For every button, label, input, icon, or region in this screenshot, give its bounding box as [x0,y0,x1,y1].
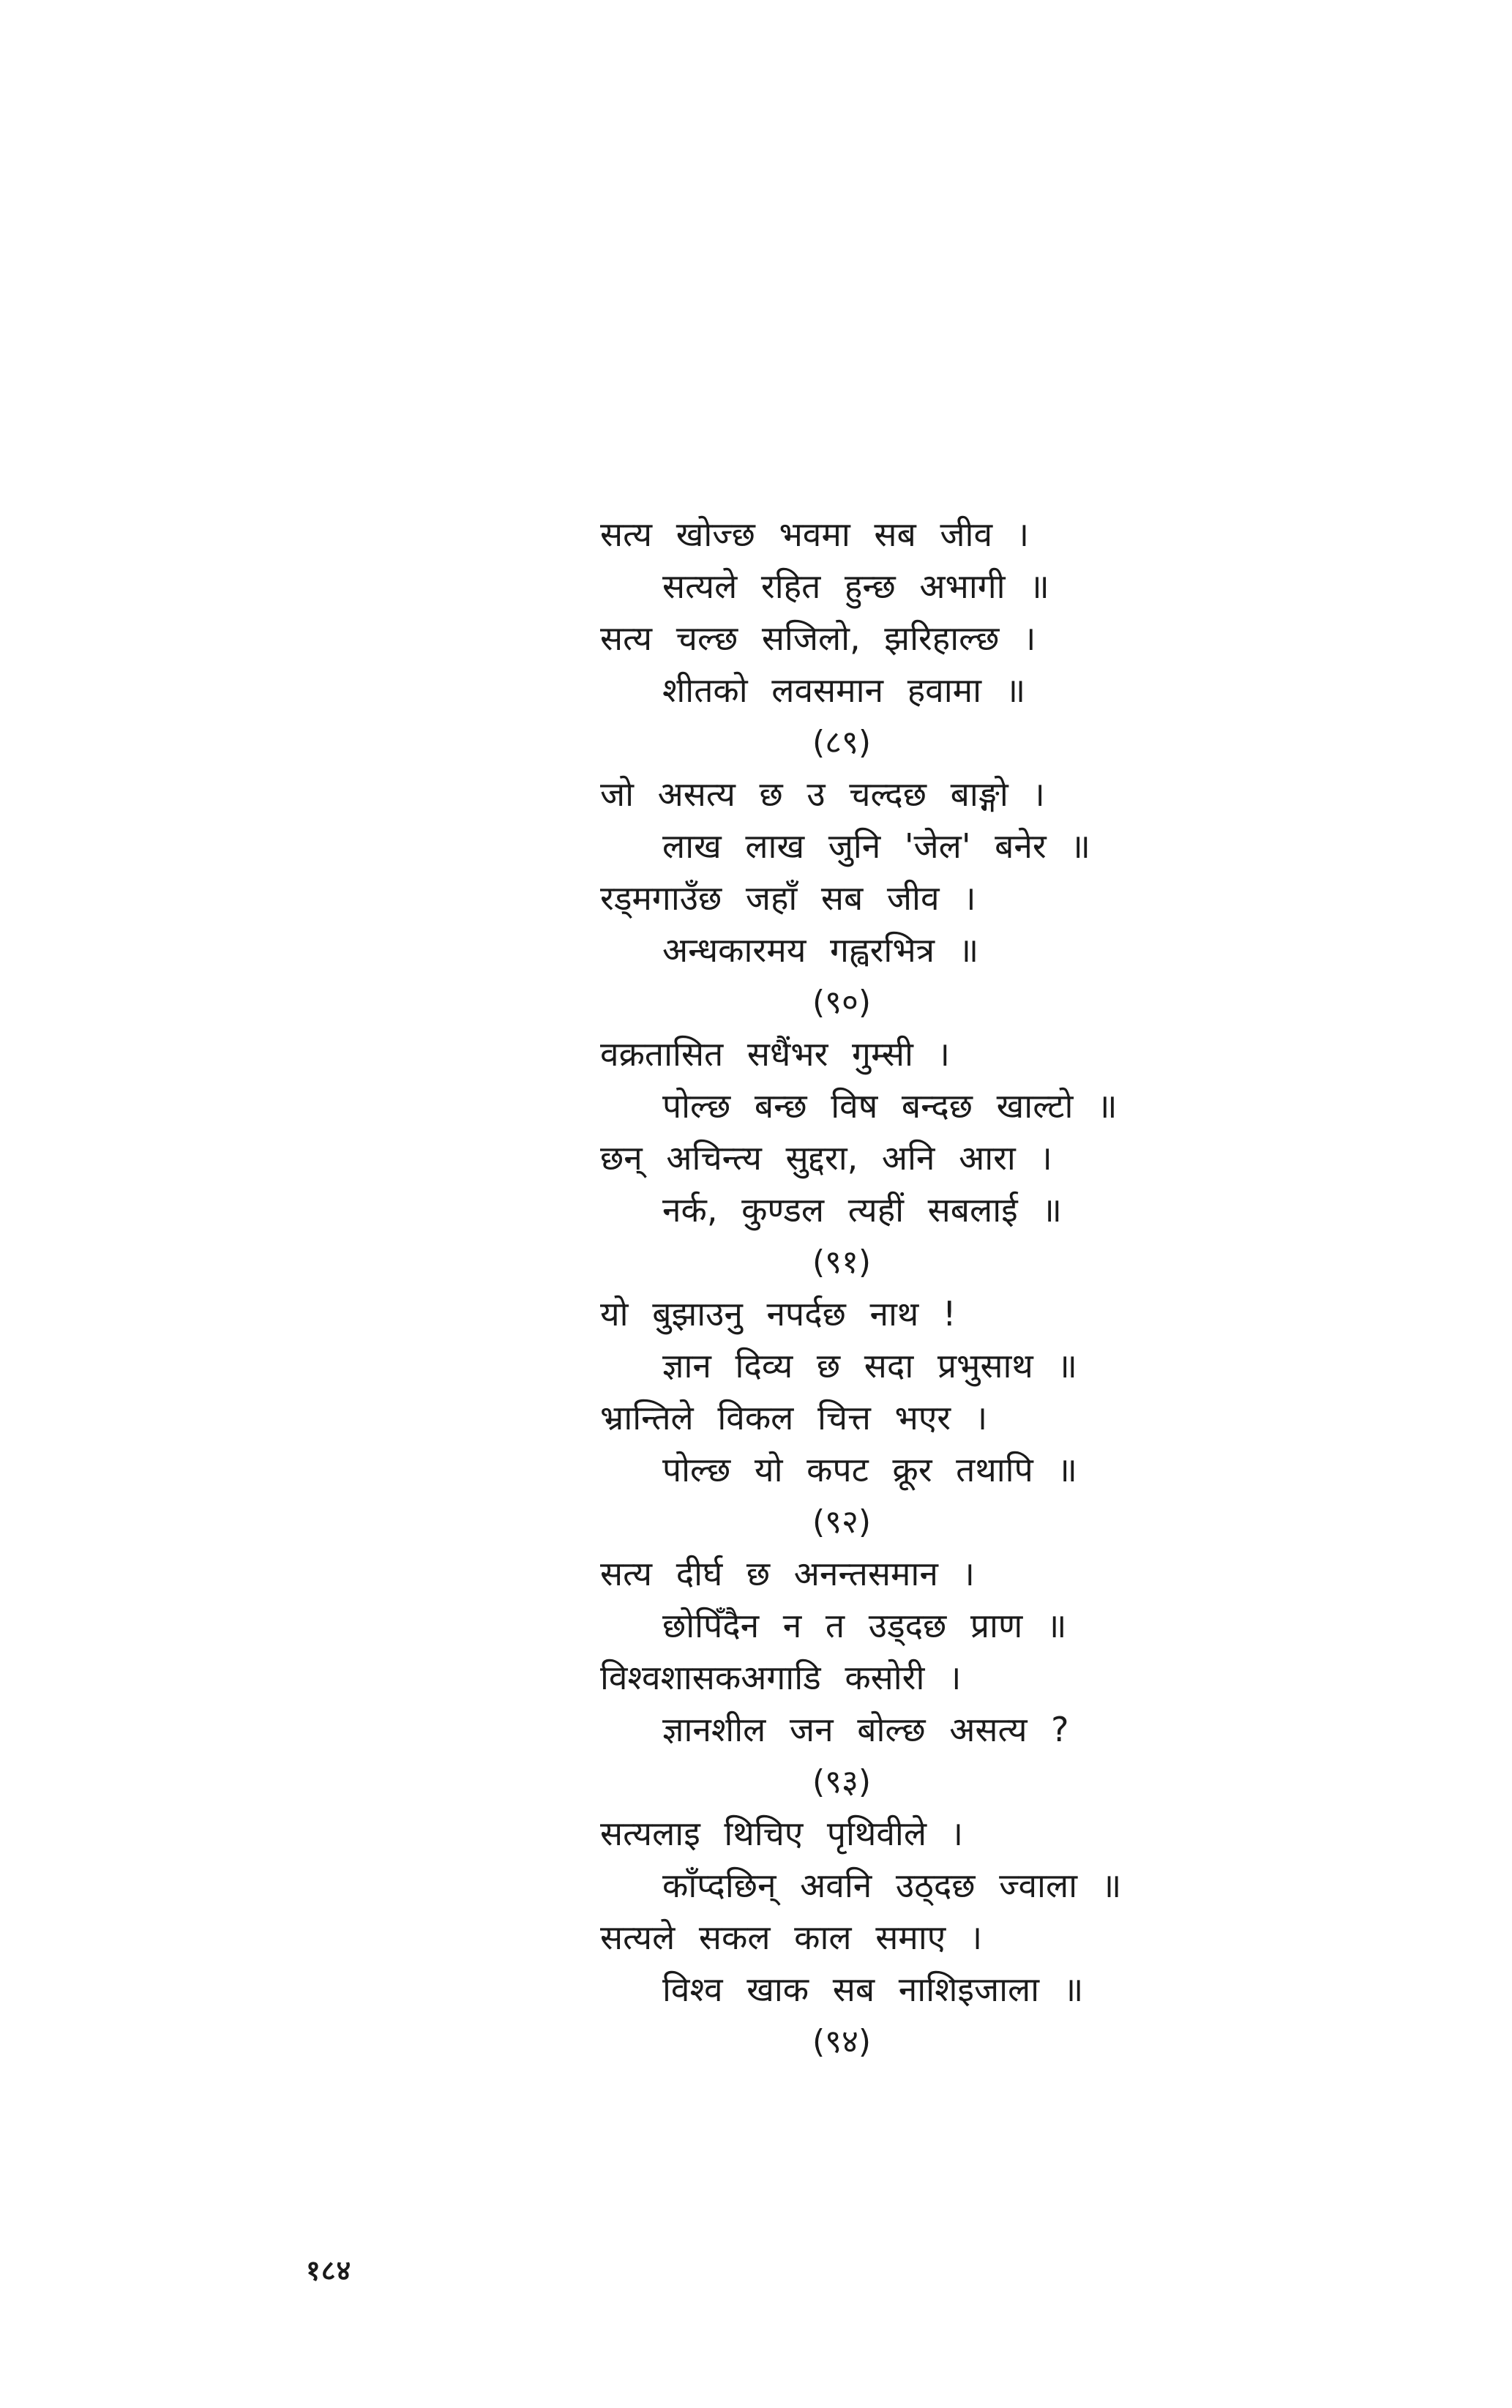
page-number: १८४ [306,2254,352,2287]
verse-line: वक्रतासित सधैंभर गुम्सी । [600,1034,950,1074]
verse-line: नर्क, कुण्डल त्यहीं सबलाई ॥ [662,1190,1062,1230]
verse-line: छोपिँदैन न त उड्दछ प्राण ॥ [662,1606,1067,1645]
verse-line: पोल्छ बन्छ विष बन्दछ खाल्टो ॥ [662,1086,1118,1126]
verse-line: ज्ञान दिव्य छ सदा प्रभुसाथ ॥ [662,1346,1077,1386]
verse-line: सत्य चल्छ सजिलो, झरिहाल्छ । [600,618,1036,658]
verse-number: (९१) [812,1244,872,1281]
verse-line: यो बुझाउनु नपर्दछ नाथ ! [600,1294,957,1334]
stanza-94 [600,1808,1156,2068]
verse-line: विश्व खाक सब नाशिइजाला ॥ [662,1970,1084,2009]
stanza-89 [600,509,1156,769]
stanza-90 [600,769,1156,1028]
stanza-91 [600,1028,1156,1288]
poem-body [600,509,1156,2068]
verse-number: (९४) [812,2023,872,2060]
verse-line: जो असत्य छ उ चल्दछ बाङ्गो । [600,774,1045,814]
verse-line: सत्य दीर्घ छ अनन्तसमान । [600,1554,975,1593]
stanza-92 [600,1288,1156,1548]
verse-line: शीतको लवसमान हवामा ॥ [662,670,1026,710]
verse-number: (८९) [812,724,872,761]
verse-line: अन्धकारमय गह्वरभित्र ॥ [662,930,979,970]
verse-line: रड्मगाउँछ जहाँ सब जीव । [600,878,976,918]
verse-line: सत्य खोज्छ भवमा सब जीव । [600,515,1030,554]
verse-line: छन् अचिन्त्य सुद्दरा, अनि आरा । [600,1138,1052,1178]
verse-line: पोल्छ यो कपट क्रूर तथापि ॥ [662,1450,1077,1489]
stanza-93 [600,1548,1156,1808]
verse-number: (९०) [812,984,872,1021]
verse-line: भ्रान्तिले विकल चित्त भएर । [600,1398,988,1437]
verse-number: (९३) [812,1763,872,1801]
verse-line: काँप्दछिन् अवनि उठ्दछ ज्वाला ॥ [662,1866,1122,1905]
verse-line: सत्यलाइ थिचिए पृथिवीले । [600,1814,964,1853]
verse-line: लाख लाख जुनि 'जेल' बनेर ॥ [662,826,1090,866]
verse-line: विश्वशासकअगाडि कसोरी । [600,1658,962,1697]
verse-number: (९२) [812,1503,872,1541]
verse-line: ज्ञानशील जन बोल्छ असत्य ? [662,1710,1069,1749]
verse-line: सत्यले सकल काल समाए । [600,1918,983,1957]
verse-line: सत्यले रहित हुन्छ अभागी ॥ [662,567,1049,606]
